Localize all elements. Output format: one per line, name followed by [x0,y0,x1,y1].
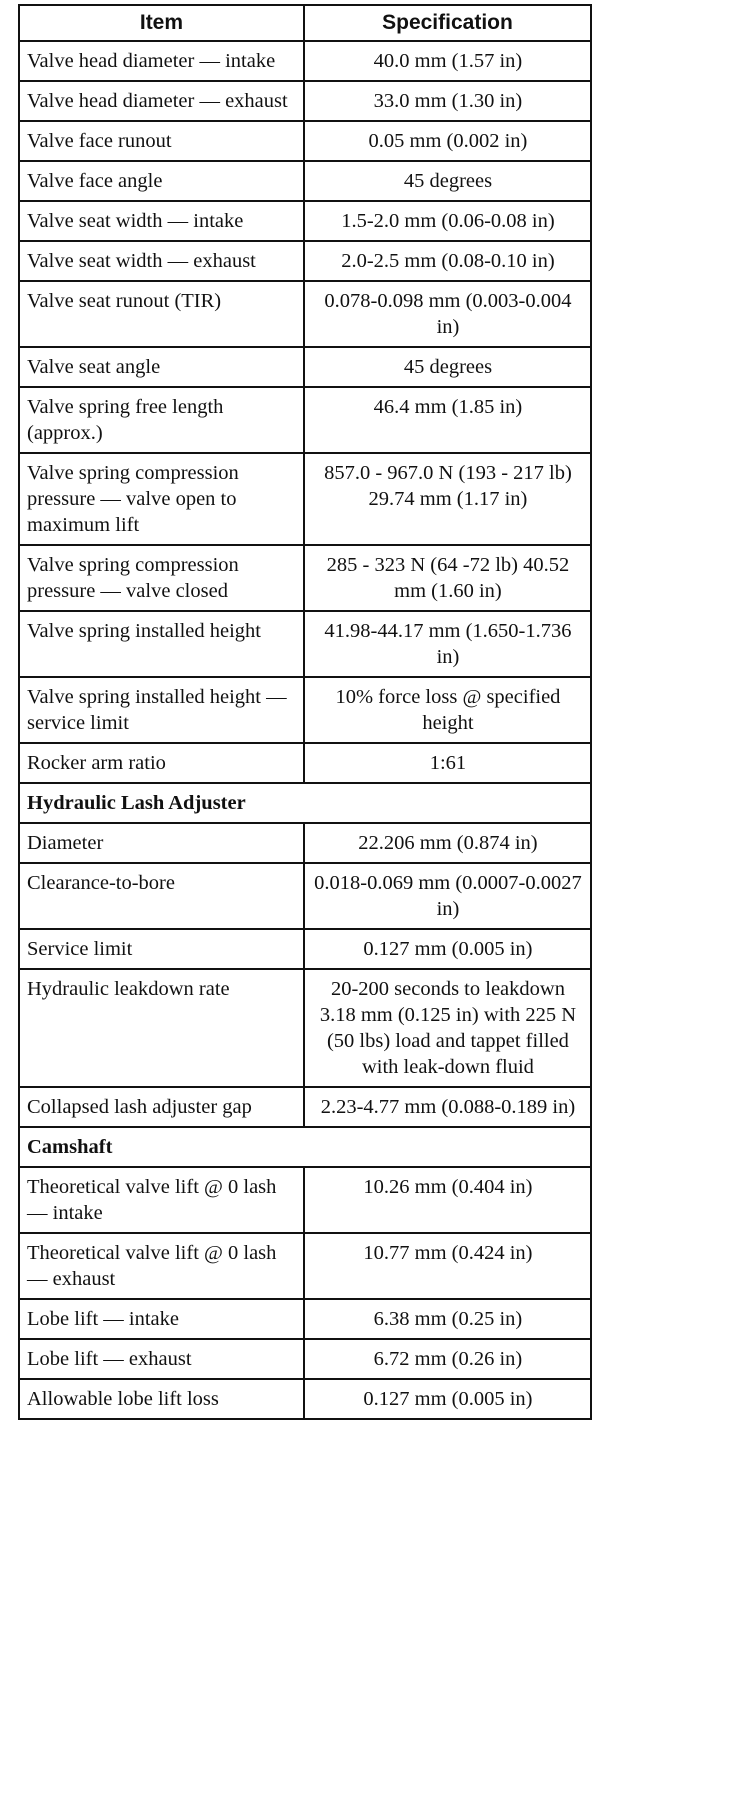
table-row [19,1379,591,1419]
specification-table [18,4,592,1420]
item-cell: Hydraulic leakdown rate [19,969,304,1087]
table-row [19,969,591,1087]
table-row [19,121,591,161]
section-row [19,783,591,823]
specification-cell: 10.26 mm (0.404 in) [304,1167,591,1233]
item-cell: Theoretical valve lift @ 0 lash — intake [19,1167,304,1233]
specification-cell: 22.206 mm (0.874 in) [304,823,591,863]
item-cell: Theoretical valve lift @ 0 lash — exhaust [19,1233,304,1299]
specification-cell: 33.0 mm (1.30 in) [304,81,591,121]
item-cell: Valve spring installed height [19,611,304,677]
table-row [19,1233,591,1299]
specification-cell: 857.0 - 967.0 N (193 - 217 lb) 29.74 mm (1.17 in) [304,453,591,545]
specification-cell: 45 degrees [304,347,591,387]
table-row [19,1087,591,1127]
specification-cell: 285 - 323 N (64 -72 lb) 40.52 mm (1.60 in) [304,545,591,611]
item-cell: Valve face runout [19,121,304,161]
item-cell: Valve seat width — intake [19,201,304,241]
specification-cell: 0.127 mm (0.005 in) [304,929,591,969]
column-header-item: Item [19,5,304,41]
specification-cell: 0.018-0.069 mm (0.0007-0.0027 in) [304,863,591,929]
item-cell: Lobe lift — exhaust [19,1339,304,1379]
section-row [19,1127,591,1167]
section-heading: Hydraulic Lash Adjuster [19,783,591,823]
table-row [19,347,591,387]
specification-cell: 1.5-2.0 mm (0.06-0.08 in) [304,201,591,241]
section-heading: Camshaft [19,1127,591,1167]
item-cell: Valve spring installed height — service limit [19,677,304,743]
item-cell: Valve head diameter — exhaust [19,81,304,121]
item-cell: Valve face angle [19,161,304,201]
item-cell: Valve spring compression pressure — valve open to maximum lift [19,453,304,545]
specification-cell: 46.4 mm (1.85 in) [304,387,591,453]
table-row [19,743,591,783]
specification-cell: 40.0 mm (1.57 in) [304,41,591,81]
specification-cell: 1:61 [304,743,591,783]
table-row [19,81,591,121]
specification-cell: 41.98-44.17 mm (1.650-1.736 in) [304,611,591,677]
item-cell: Valve head diameter — intake [19,41,304,81]
specification-cell: 2.23-4.77 mm (0.088-0.189 in) [304,1087,591,1127]
column-header-specification: Specification [304,5,591,41]
specification-cell: 6.38 mm (0.25 in) [304,1299,591,1339]
table-row [19,201,591,241]
table-row [19,41,591,81]
table-row [19,863,591,929]
item-cell: Valve spring free length (approx.) [19,387,304,453]
specification-cell: 20-200 seconds to leakdown 3.18 mm (0.125 in) with 225 N (50 lbs) load and tappet filled with leak-down fluid [304,969,591,1087]
item-cell: Collapsed lash adjuster gap [19,1087,304,1127]
item-cell: Rocker arm ratio [19,743,304,783]
table-header-row [19,5,591,41]
item-cell: Diameter [19,823,304,863]
table-row [19,241,591,281]
item-cell: Valve seat runout (TIR) [19,281,304,347]
table-row [19,823,591,863]
table-row [19,929,591,969]
item-cell: Allowable lobe lift loss [19,1379,304,1419]
item-cell: Lobe lift — intake [19,1299,304,1339]
table-body [19,41,591,1419]
specification-cell: 0.127 mm (0.005 in) [304,1379,591,1419]
specification-cell: 10% force loss @ specified height [304,677,591,743]
table-row [19,677,591,743]
specification-cell: 0.078-0.098 mm (0.003-0.004 in) [304,281,591,347]
table-row [19,1167,591,1233]
item-cell: Service limit [19,929,304,969]
table-row [19,545,591,611]
table-row [19,161,591,201]
specification-cell: 45 degrees [304,161,591,201]
specification-cell: 0.05 mm (0.002 in) [304,121,591,161]
item-cell: Valve seat angle [19,347,304,387]
specification-cell: 6.72 mm (0.26 in) [304,1339,591,1379]
table-row [19,281,591,347]
table-row [19,1299,591,1339]
table-row [19,453,591,545]
table-row [19,387,591,453]
specification-cell: 2.0-2.5 mm (0.08-0.10 in) [304,241,591,281]
table-row [19,611,591,677]
table-row [19,1339,591,1379]
specification-cell: 10.77 mm (0.424 in) [304,1233,591,1299]
item-cell: Clearance-to-bore [19,863,304,929]
item-cell: Valve spring compression pressure — valve closed [19,545,304,611]
item-cell: Valve seat width — exhaust [19,241,304,281]
